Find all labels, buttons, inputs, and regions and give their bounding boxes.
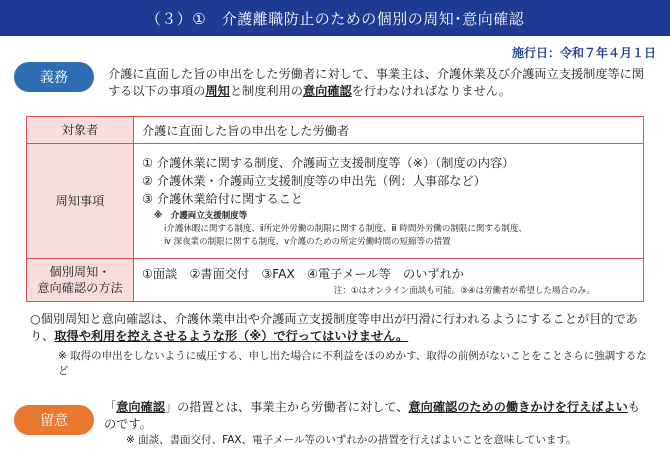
content-target: 介護に直面した旨の申出をした労働者 <box>134 117 644 144</box>
header-target: 対象者 <box>27 117 134 144</box>
purpose-paragraph <box>30 311 650 345</box>
header-methods-line-1: 個別周知・ <box>49 265 111 279</box>
header-methods-line-2: 意向確認の方法 <box>37 281 123 295</box>
methods-list: ①面談 ②書面交付 ③FAX ④電子メール等 のいずれか <box>142 266 464 281</box>
obligation-text-post: を行わなければなりません。 <box>351 84 511 98</box>
caution-note: ※ 面談、書面交付、FAX、電子メール等のいずれかの措置を行えばよいことを意味しています。 <box>126 434 577 446</box>
content-notice-items <box>134 144 644 259</box>
obligation-emphasis-intent: 意向確認 <box>303 84 352 98</box>
notice-item-1: ① 介護休業に関する制度、介護両立支援制度等（※）（制度の内容） <box>142 155 515 170</box>
content-methods <box>134 259 644 302</box>
requirements-table <box>26 116 644 302</box>
support-system-note-title: ※ 介護両立支援制度等 <box>154 210 248 221</box>
caution-text-pre: 「 <box>104 400 117 414</box>
methods-note: 注：①はオンライン面談も可能。③④は労働者が希望した場合のみ。 <box>333 285 595 296</box>
obligation-text-pre: 介護に直面した旨の申出をした労働者に対して、事業主は、介護休業及び介護両立支援制度等に関する以下の事項の <box>108 67 645 98</box>
support-system-note-line-1: ⅰ介護休暇に関する制度、ⅱ所定外労働の制限に関する制度、ⅲ 時間外労働の制限に関する制度、 <box>164 223 527 234</box>
effective-date: 施行日：令和７年４月１日 <box>511 46 656 60</box>
purpose-text: ○個別周知と意向確認は、介護休業申出や介護両立支援制度等申出が円滑に行われるようにすることが目的であり、 <box>30 312 638 343</box>
caution-text-mid: 」の措置とは、事業主から労働者に対して、 <box>164 400 409 414</box>
caution-emphasis-intent: 意向確認 <box>116 400 165 414</box>
obligation-badge: 義務 <box>14 62 94 92</box>
obligation-text-mid: と制度利用の <box>229 84 303 98</box>
header-notice-items: 周知事項 <box>27 144 134 259</box>
caution-text <box>104 399 644 433</box>
prohibited-examples-note: ※ 取得の申出をしないように威圧する、申し出た場合に不利益をほのめかす、取得の前例がないことをことさらに強調するなど <box>58 350 647 377</box>
caution-badge: 留意 <box>14 405 94 435</box>
notice-item-2: ② 介護休業・介護両立支援制度等の申出先（例：人事部など） <box>142 173 486 188</box>
table-row-target <box>27 117 644 144</box>
support-system-note-line-2: ⅳ 深夜業の制限に関する制度、ⅴ介護のための所定労働時間の短縮等の措置 <box>164 236 451 247</box>
obligation-text <box>108 66 648 100</box>
header-methods <box>27 259 134 302</box>
caution-emphasis-action: 意向確認のための働きかけを行えばよい <box>408 400 628 414</box>
purpose-emphasis: 取得や利用を控えさせるような形（※）で行ってはいけません。 <box>54 329 409 343</box>
table-row-notice-items <box>27 144 644 259</box>
caution-text-post: ものです。 <box>104 400 641 431</box>
page-title: （３）① 介護離職防止のための個別の周知･意向確認 <box>0 0 670 36</box>
obligation-emphasis-notice: 周知 <box>205 84 230 98</box>
notice-item-3: ③ 介護休業給付に関すること <box>142 191 304 206</box>
table-row-methods <box>27 259 644 302</box>
